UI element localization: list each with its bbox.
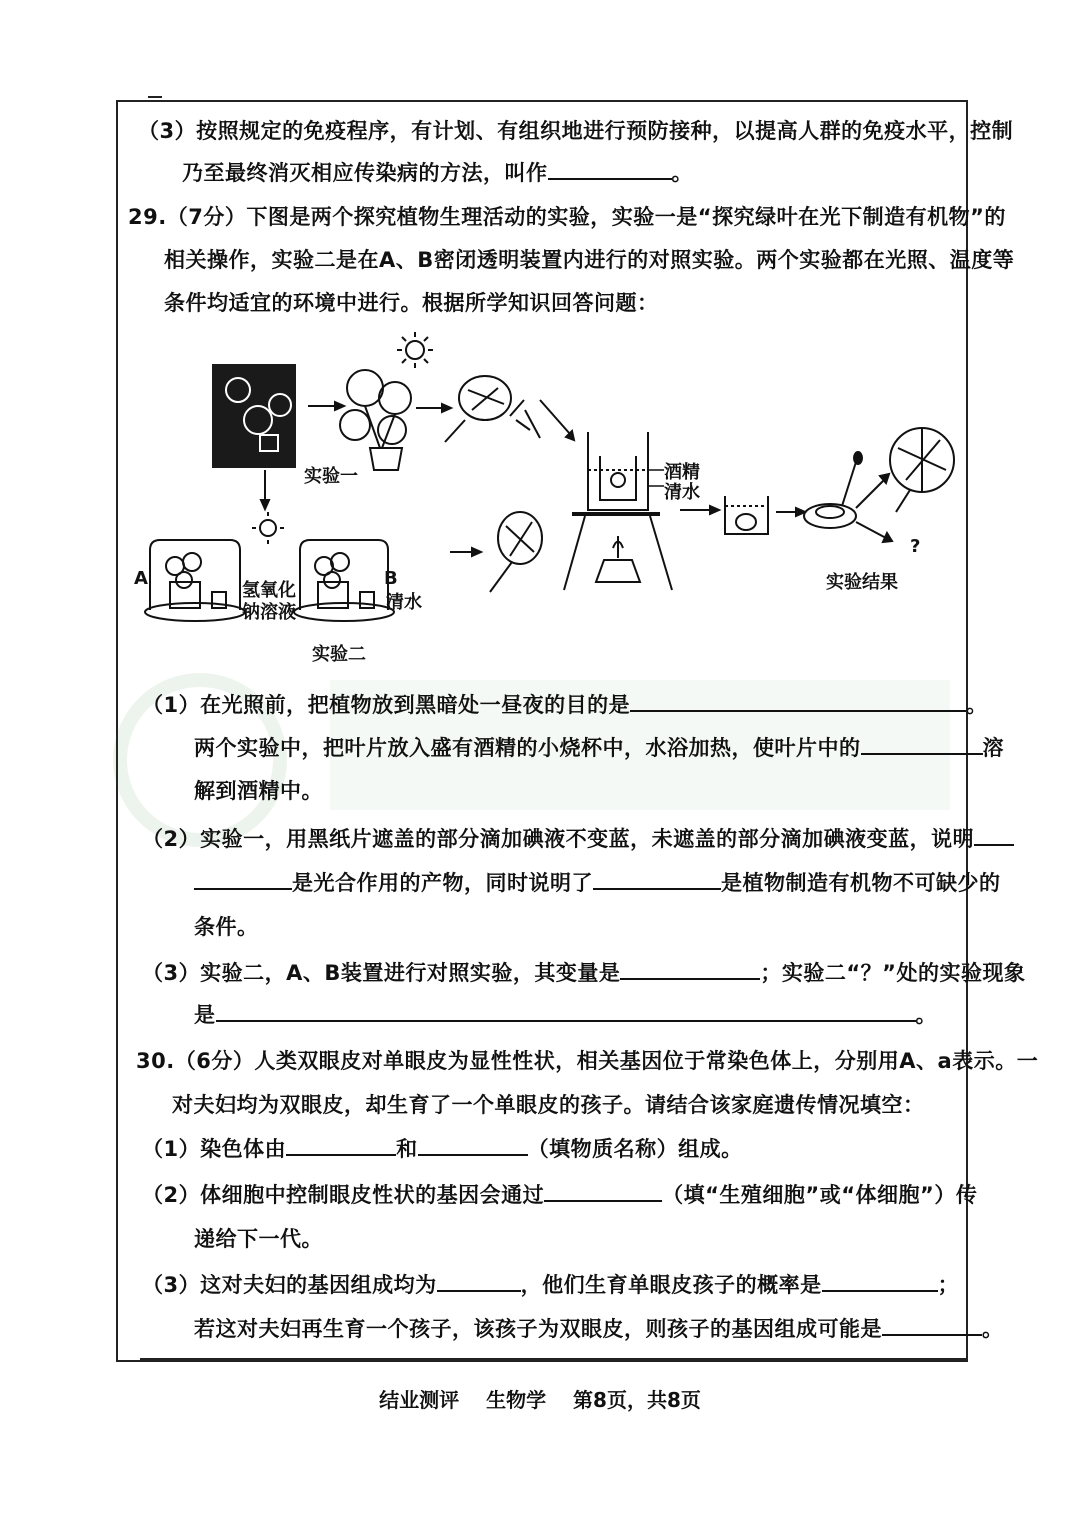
alcohol-label: 酒精 bbox=[664, 462, 700, 483]
small-beaker bbox=[725, 496, 768, 534]
footer-title: 结业测评 bbox=[379, 1388, 460, 1412]
scissors-icon bbox=[510, 400, 540, 438]
frame-mark bbox=[148, 96, 162, 98]
naoh-label-1: 氢氧化 bbox=[242, 580, 296, 601]
q29-sub1-line2-text: 两个实验中，把叶片放入盛有酒精的小烧杯中，水浴加热，使叶片中的 bbox=[194, 736, 861, 760]
q30-sub1-text-b: 和 bbox=[396, 1137, 418, 1161]
q30-intro-line1: 30.（6分）人类双眼皮对单眼皮为显性性状，相关基因位于常染色体上，分别用A、a表示。一 bbox=[136, 1049, 1039, 1073]
q30-sub2-text-a: （2）体细胞中控制眼皮性状的基因会通过 bbox=[142, 1183, 545, 1207]
exp1-label: 实验一 bbox=[304, 466, 358, 487]
arrow-icon bbox=[776, 508, 805, 516]
q30-intro-line2: 对夫妇均为双眼皮，却生育了一个单眼皮的孩子。请结合该家庭遗传情况填空： bbox=[172, 1093, 925, 1117]
q29-sub3-line2-text: 是 bbox=[194, 1003, 216, 1027]
q29-intro-line2: 相关操作，实验二是在A、B密闭透明装置内进行的对照实验。两个实验都在光照、温度等 bbox=[164, 248, 1015, 272]
leaf-in-hand bbox=[445, 376, 511, 442]
arrow-icon bbox=[680, 506, 719, 514]
q30-sub1-text-c: （填物质名称）组成。 bbox=[527, 1137, 743, 1161]
water-bath-apparatus bbox=[564, 432, 672, 590]
answer-blank[interactable] bbox=[882, 1316, 982, 1336]
footer-subject: 生物学 bbox=[486, 1388, 547, 1412]
answer-blank[interactable] bbox=[544, 1182, 662, 1202]
sun-icon bbox=[397, 332, 433, 368]
q29-sub3-text-b: ；实验二“？”处的实验现象 bbox=[760, 961, 1026, 985]
q28-item3-line2 bbox=[182, 158, 693, 188]
bell-jar-a bbox=[145, 540, 245, 621]
bottom-rule bbox=[140, 1358, 968, 1360]
q30-sub3-end: ； bbox=[937, 1273, 960, 1297]
q29-sub2-line3: 条件。 bbox=[194, 915, 259, 939]
q29-sub3-line2 bbox=[194, 1000, 937, 1030]
answer-blank[interactable] bbox=[437, 1272, 521, 1292]
q29-sub1-line2-end: 溶 bbox=[982, 736, 1004, 760]
q30-sub3-line2-end: 。 bbox=[982, 1317, 1004, 1341]
q29-sub1-line3: 解到酒精中。 bbox=[194, 779, 323, 803]
q30-sub1-text-a: （1）染色体由 bbox=[142, 1137, 287, 1161]
q29-sub1-line1 bbox=[142, 690, 988, 720]
result-leaf bbox=[890, 428, 954, 512]
naoh-label-2: 钠溶液 bbox=[242, 602, 296, 623]
answer-blank[interactable] bbox=[593, 870, 721, 890]
q29-sub1-end: 。 bbox=[966, 693, 988, 717]
q28-item3-line1: （3）按照规定的免疫程序，有计划、有组织地进行预防接种，以提高人群的免疫水平，控制 bbox=[138, 119, 1014, 143]
q30-sub2-line2: 递给下一代。 bbox=[194, 1227, 323, 1251]
answer-blank[interactable] bbox=[822, 1272, 938, 1292]
arrow-icon bbox=[540, 400, 574, 440]
q29-sub1-line2 bbox=[194, 733, 1004, 763]
q29-intro-line1: 29.（7分）下图是两个探究植物生理活动的实验，实验一是“探究绿叶在光下制造有机物”的 bbox=[128, 205, 1006, 229]
arrow-icon bbox=[856, 474, 892, 542]
question-mark: ? bbox=[910, 536, 921, 557]
q29-sub2-line1 bbox=[142, 824, 1014, 854]
q30-sub3-text-b: ，他们生育单眼皮孩子的概率是 bbox=[520, 1273, 822, 1297]
q30-sub1 bbox=[142, 1134, 743, 1164]
q29-sub3-line2-end: 。 bbox=[915, 1003, 937, 1027]
q29-intro-line3: 条件均适宜的环境中进行。根据所学知识回答问题： bbox=[164, 291, 659, 315]
pointer-line bbox=[648, 470, 664, 486]
result-label: 实验结果 bbox=[826, 572, 898, 593]
clear-water-label: 清水 bbox=[386, 592, 422, 613]
q29-sub2-text: （2）实验一，用黑纸片遮盖的部分滴加碘液不变蓝，未遮盖的部分滴加碘液变蓝，说明 bbox=[142, 827, 975, 851]
answer-blank[interactable] bbox=[861, 735, 983, 755]
water-label: 清水 bbox=[664, 482, 700, 503]
exp2-label: 实验二 bbox=[312, 644, 366, 665]
arrow-icon bbox=[416, 404, 451, 412]
q30-sub2-text-b: （填“生殖细胞”或“体细胞”）传 bbox=[662, 1183, 978, 1207]
arrow-icon bbox=[308, 402, 344, 410]
bell-jar-b bbox=[294, 540, 394, 621]
q29-sub2-line2-text-b: 是植物制造有机物不可缺少的 bbox=[721, 871, 1001, 895]
answer-blank[interactable] bbox=[286, 1136, 396, 1156]
q30-sub3-text-a: （3）这对夫妇的基因组成均为 bbox=[142, 1273, 437, 1297]
q29-sub3-text-a: （3）实验二，A、B装置进行对照实验，其变量是 bbox=[142, 961, 621, 985]
potted-plant bbox=[340, 370, 411, 470]
page-footer bbox=[0, 1384, 1080, 1413]
answer-blank[interactable] bbox=[216, 1002, 916, 1022]
q29-sub3-line1 bbox=[142, 958, 1025, 988]
arrow-icon bbox=[261, 470, 269, 509]
q30-sub2-line1 bbox=[142, 1180, 977, 1210]
q30-sub3-line2 bbox=[194, 1314, 1004, 1344]
label-b: B bbox=[384, 568, 398, 589]
sun-icon bbox=[252, 512, 284, 544]
answer-blank[interactable] bbox=[974, 826, 1014, 846]
footer-page: 第8页，共8页 bbox=[573, 1388, 701, 1412]
leaf-in-hand bbox=[490, 512, 542, 592]
answer-blank[interactable] bbox=[418, 1136, 528, 1156]
q28-item3-text: 乃至最终消灭相应传染病的方法，叫作 bbox=[182, 161, 548, 185]
answer-blank[interactable] bbox=[548, 160, 672, 180]
q29-sub1-text: （1）在光照前，把植物放到黑暗处一昼夜的目的是 bbox=[142, 693, 631, 717]
answer-blank[interactable] bbox=[630, 692, 966, 712]
q30-sub3-line2-text: 若这对夫妇再生育一个孩子，该孩子为双眼皮，则孩子的基因组成可能是 bbox=[194, 1317, 882, 1341]
q28-item3-end: 。 bbox=[671, 161, 693, 185]
answer-blank[interactable] bbox=[620, 960, 760, 980]
petri-dish bbox=[804, 452, 862, 528]
arrow-icon bbox=[450, 548, 481, 556]
q30-sub3-line1 bbox=[142, 1270, 959, 1300]
answer-blank[interactable] bbox=[194, 870, 292, 890]
label-a: A bbox=[134, 568, 148, 589]
q29-sub2-line2 bbox=[194, 868, 1001, 898]
q29-sub2-line2-text-a: 是光合作用的产物，同时说明了 bbox=[292, 871, 593, 895]
